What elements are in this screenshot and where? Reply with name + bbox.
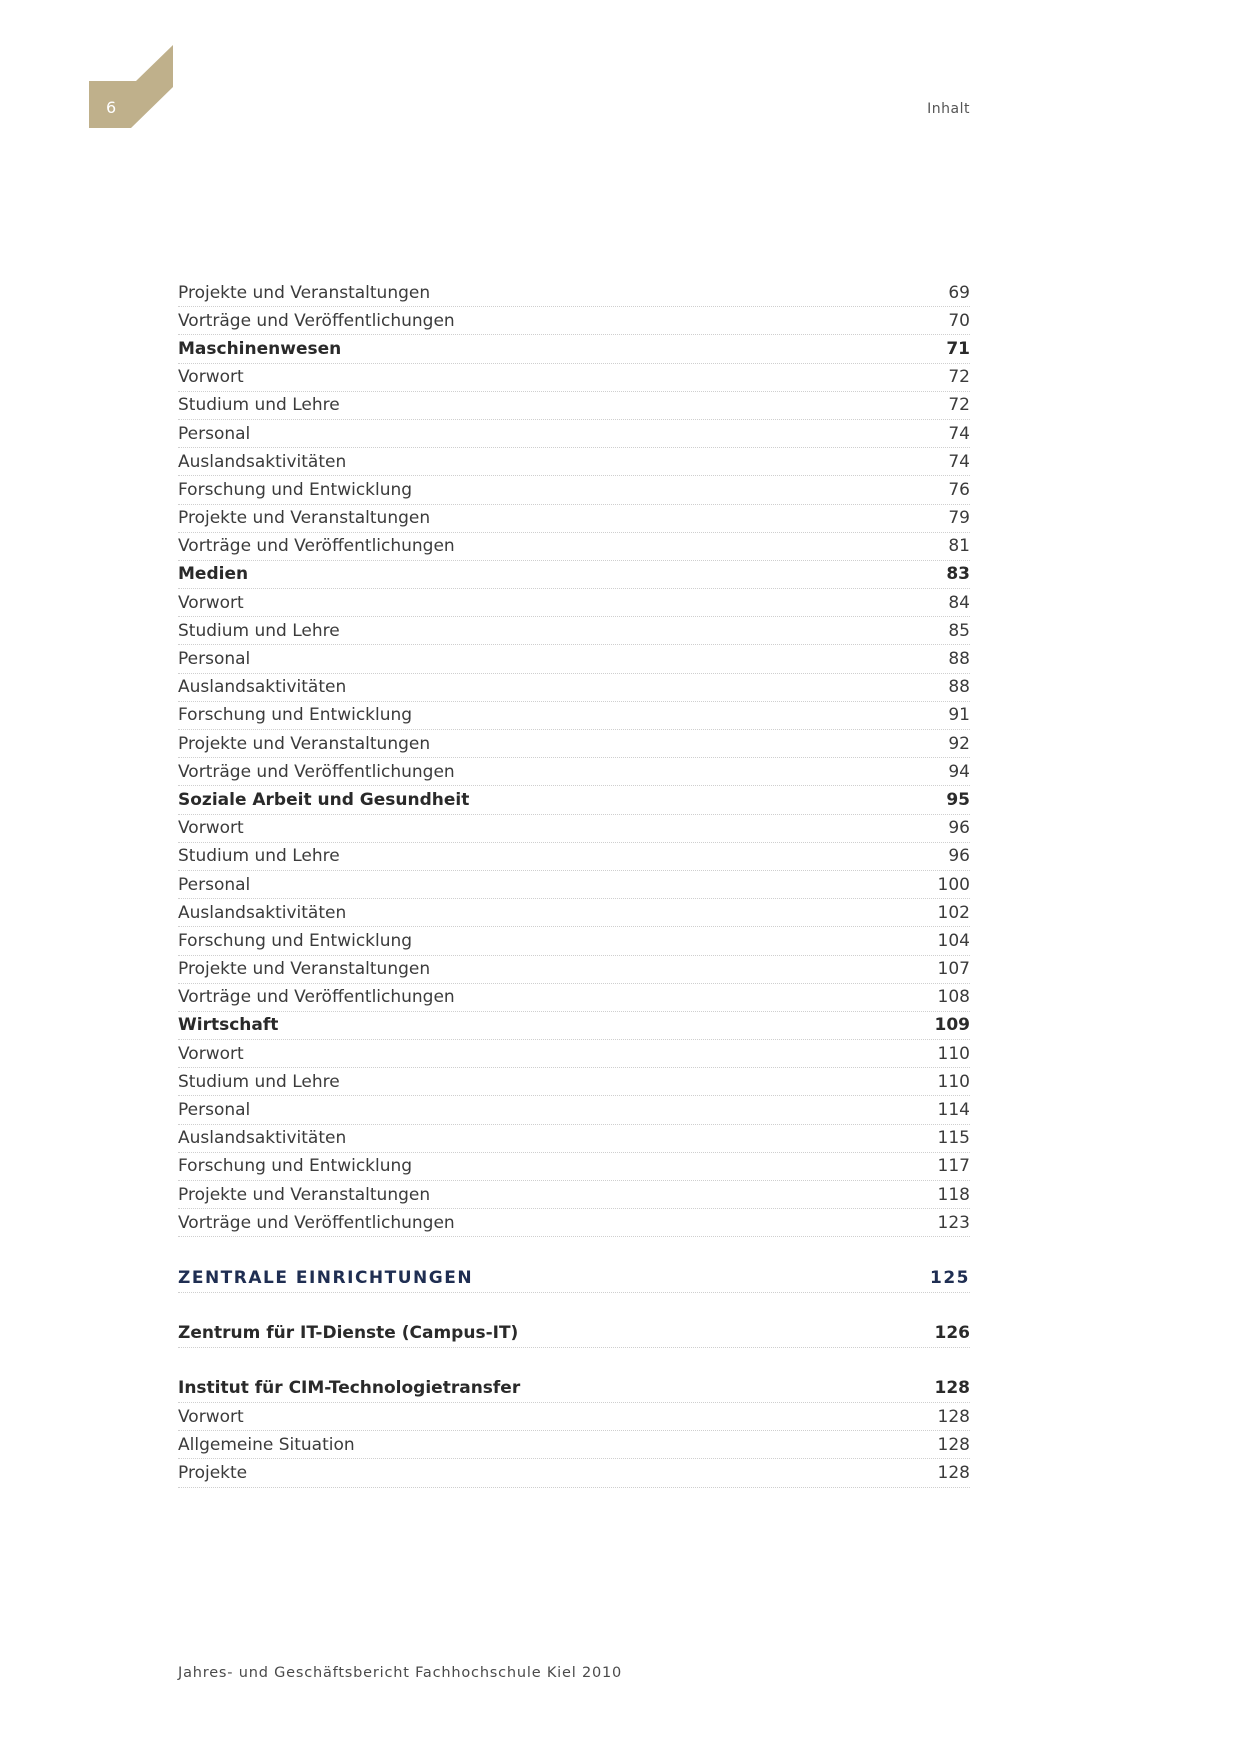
toc-entry-page: 110 (937, 1071, 970, 1092)
toc-entry-page: 110 (937, 1043, 970, 1064)
toc-entry-page: 125 (930, 1267, 970, 1288)
toc-entry-page: 81 (948, 536, 970, 557)
toc-entry-label: Forschung und Entwicklung (178, 1156, 413, 1177)
toc-entry-page: 117 (937, 1156, 970, 1177)
toc-entry-page: 109 (934, 1015, 970, 1036)
toc-entry-label: Forschung und Entwicklung (178, 479, 413, 500)
toc-entry-label: Forschung und Entwicklung (178, 930, 413, 951)
section-label: Inhalt (927, 101, 970, 117)
toc-row[interactable] (178, 1012, 970, 1040)
toc-row[interactable] (178, 1264, 970, 1292)
toc-entry-page: 91 (948, 705, 970, 726)
toc-entry-label: Personal (178, 1100, 251, 1121)
toc-entry-label: Vorträge und Veröffentlichungen (178, 310, 455, 331)
toc-row[interactable] (178, 1403, 970, 1431)
toc-entry-page: 69 (948, 282, 970, 303)
toc-entry-page: 72 (948, 367, 970, 388)
toc-entry-label: Vorwort (178, 818, 244, 839)
toc-entry-page: 107 (937, 959, 970, 980)
toc-entry-label: Projekte und Veranstaltungen (178, 959, 431, 980)
toc-row[interactable] (178, 420, 970, 448)
toc-row[interactable] (178, 533, 970, 561)
toc-row[interactable] (178, 730, 970, 758)
toc-entry-page: 114 (937, 1100, 970, 1121)
toc-entry-label: Zentrum für IT-Dienste (Campus-IT) (178, 1323, 519, 1344)
toc-row[interactable] (178, 561, 970, 589)
toc-entry-label: Personal (178, 874, 251, 895)
toc-entry-label: Wirtschaft (178, 1015, 279, 1036)
toc-entry-label: Personal (178, 423, 251, 444)
toc-row[interactable] (178, 617, 970, 645)
toc-row[interactable] (178, 1096, 970, 1124)
toc-row[interactable] (178, 335, 970, 363)
toc-entry-page: 70 (948, 310, 970, 331)
toc-entry-page: 83 (946, 564, 970, 585)
toc-entry-label: Soziale Arbeit und Gesundheit (178, 789, 470, 810)
toc-entry-page: 72 (948, 395, 970, 416)
toc-row[interactable] (178, 1209, 970, 1237)
toc-row[interactable] (178, 279, 970, 307)
toc-row[interactable] (178, 758, 970, 786)
page-number: 6 (106, 98, 117, 117)
toc-row[interactable] (178, 843, 970, 871)
table-of-contents (178, 279, 970, 1488)
toc-entry-label: Projekte und Veranstaltungen (178, 1184, 431, 1205)
toc-entry-label: Projekte und Veranstaltungen (178, 508, 431, 529)
toc-row[interactable] (178, 645, 970, 673)
toc-row[interactable] (178, 786, 970, 814)
toc-row[interactable] (178, 815, 970, 843)
toc-row[interactable] (178, 1459, 970, 1487)
footer-text: Jahres- und Geschäftsbericht Fachhochschule Kiel 2010 (178, 1665, 623, 1681)
toc-entry-page: 128 (937, 1434, 970, 1455)
toc-entry-label: Forschung und Entwicklung (178, 705, 413, 726)
toc-row[interactable] (178, 1040, 970, 1068)
toc-entry-page: 85 (948, 620, 970, 641)
toc-entry-page: 104 (937, 930, 970, 951)
toc-row[interactable] (178, 871, 970, 899)
toc-entry-page: 74 (948, 423, 970, 444)
toc-row[interactable] (178, 927, 970, 955)
toc-entry-label: Studium und Lehre (178, 620, 340, 641)
toc-entry-label: Maschinenwesen (178, 338, 342, 359)
toc-entry-label: Vorwort (178, 1043, 244, 1064)
toc-entry-page: 115 (937, 1128, 970, 1149)
toc-entry-label: Projekte und Veranstaltungen (178, 282, 431, 303)
toc-entry-label: Medien (178, 564, 249, 585)
toc-entry-label: Auslandsaktivitäten (178, 1128, 347, 1149)
toc-entry-page: 74 (948, 451, 970, 472)
toc-entry-page: 88 (948, 677, 970, 698)
toc-entry-page: 84 (948, 592, 970, 613)
toc-row[interactable] (178, 702, 970, 730)
toc-entry-label: Vorwort (178, 592, 244, 613)
toc-row[interactable] (178, 392, 970, 420)
toc-entry-page: 96 (948, 818, 970, 839)
toc-row[interactable] (178, 448, 970, 476)
page-tab-icon (89, 45, 173, 128)
toc-entry-page: 123 (937, 1212, 970, 1233)
toc-entry-page: 71 (946, 338, 970, 359)
toc-entry-page: 92 (948, 733, 970, 754)
toc-entry-label: Vorträge und Veröffentlichungen (178, 761, 455, 782)
toc-entry-page: 102 (937, 902, 970, 923)
toc-entry-label: Studium und Lehre (178, 395, 340, 416)
toc-row[interactable] (178, 476, 970, 504)
toc-row[interactable] (178, 1181, 970, 1209)
toc-entry-label: ZENTRALE EINRICHTUNGEN (178, 1267, 474, 1288)
toc-row[interactable] (178, 899, 970, 927)
toc-row[interactable] (178, 674, 970, 702)
toc-row[interactable] (178, 589, 970, 617)
toc-entry-page: 118 (937, 1184, 970, 1205)
toc-entry-label: Vorträge und Veröffentlichungen (178, 536, 455, 557)
toc-entry-page: 100 (937, 874, 970, 895)
toc-entry-label: Vorwort (178, 1406, 244, 1427)
toc-entry-label: Allgemeine Situation (178, 1434, 355, 1455)
toc-entry-label: Institut für CIM-Technologietransfer (178, 1378, 521, 1399)
toc-row[interactable] (178, 1068, 970, 1096)
toc-entry-label: Vorträge und Veröffentlichungen (178, 1212, 455, 1233)
toc-entry-label: Auslandsaktivitäten (178, 677, 347, 698)
toc-entry-page: 128 (937, 1462, 970, 1483)
toc-entry-page: 79 (948, 508, 970, 529)
toc-entry-page: 95 (946, 789, 970, 810)
toc-entry-page: 128 (937, 1406, 970, 1427)
toc-entry-page: 126 (934, 1323, 970, 1344)
toc-entry-label: Auslandsaktivitäten (178, 902, 347, 923)
toc-entry-label: Studium und Lehre (178, 1071, 340, 1092)
toc-entry-page: 108 (937, 987, 970, 1008)
toc-row[interactable] (178, 364, 970, 392)
toc-row[interactable] (178, 307, 970, 335)
toc-row[interactable] (178, 956, 970, 984)
toc-entry-label: Projekte und Veranstaltungen (178, 733, 431, 754)
toc-row[interactable] (178, 1431, 970, 1459)
toc-row[interactable] (178, 1125, 970, 1153)
toc-entry-label: Vorträge und Veröffentlichungen (178, 987, 455, 1008)
toc-entry-label: Studium und Lehre (178, 846, 340, 867)
toc-entry-label: Auslandsaktivitäten (178, 451, 347, 472)
toc-entry-label: Personal (178, 649, 251, 670)
toc-entry-label: Vorwort (178, 367, 244, 388)
toc-entry-page: 94 (948, 761, 970, 782)
toc-entry-page: 128 (934, 1378, 970, 1399)
toc-row[interactable] (178, 984, 970, 1012)
toc-entry-page: 88 (948, 649, 970, 670)
toc-entry-page: 96 (948, 846, 970, 867)
toc-entry-page: 76 (948, 479, 970, 500)
toc-entry-label: Projekte (178, 1462, 248, 1483)
toc-row[interactable] (178, 1375, 970, 1403)
toc-row[interactable] (178, 505, 970, 533)
toc-row[interactable] (178, 1320, 970, 1348)
toc-row[interactable] (178, 1153, 970, 1181)
